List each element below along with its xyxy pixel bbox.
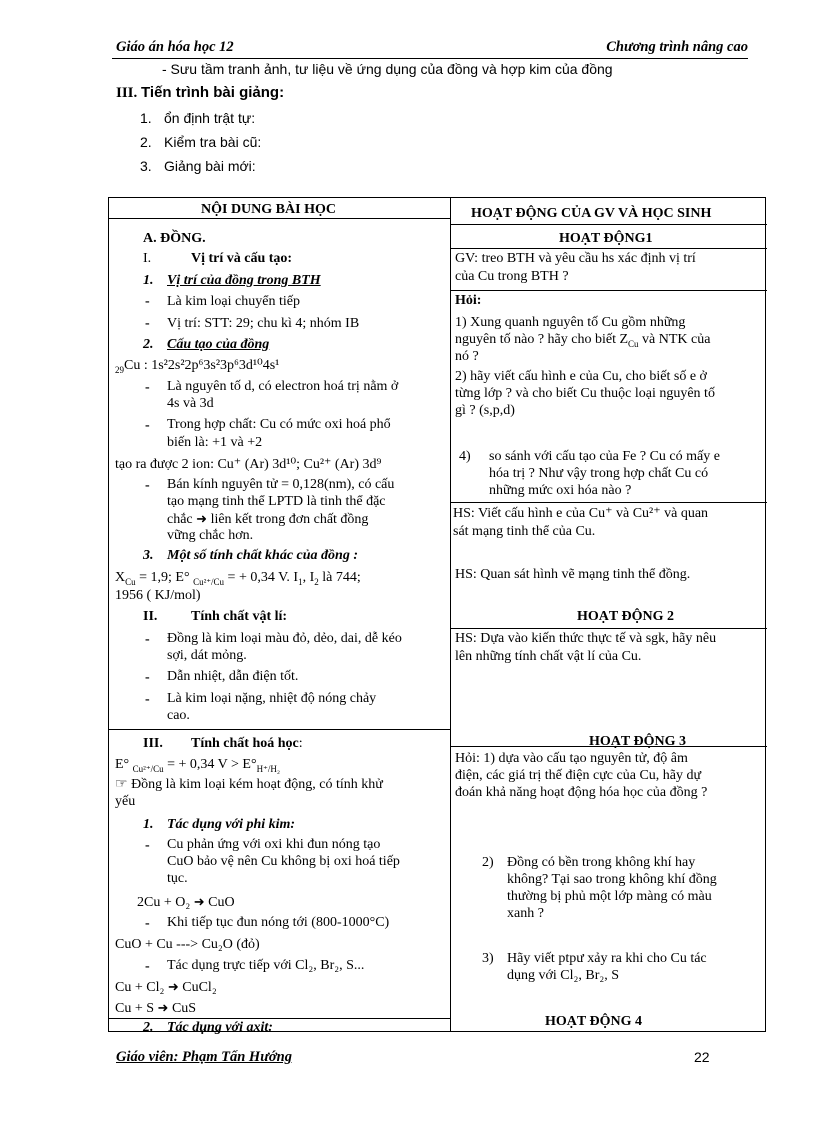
step-item: 3. Giảng bài mới:	[140, 158, 256, 174]
right-header-line	[451, 224, 767, 225]
step-item: 1. ổn định trật tự:	[140, 110, 256, 126]
electron-config: $_{29}$Cu : 1s²2s²2p⁶3s²3p⁶3d¹⁰4s¹	[115, 358, 280, 375]
arrow-icon: ➜	[196, 511, 208, 526]
arrow-icon: ➜	[193, 894, 205, 909]
section-ii-title: Tính chất vật lí:	[191, 609, 288, 624]
p1-title: Vị trí của đồng trong BTH	[167, 273, 321, 288]
intro-line: - Sưu tầm tranh ảnh, tư liệu về ứng dụng của đồng và hợp kim của đồng	[162, 61, 613, 77]
column-divider	[450, 198, 451, 1031]
s1-title: Tác dụng với phi kim:	[167, 817, 296, 832]
potential-line: E° $_{Cu^{2+}/Cu}$ = + 0,34 $V > E^\circ_{H^+/H_2}$	[115, 757, 280, 774]
ions-line: tạo ra được 2 ion: Cu⁺ (Ar) 3d¹⁰; Cu²⁺ (Ar) 3d⁹	[115, 457, 382, 472]
header-left: Giáo án hóa học 12	[116, 39, 234, 55]
activity-1-title: HOẠT ĐỘNG1	[559, 231, 653, 246]
pointer-icon: ☞	[115, 777, 128, 792]
props-line: $X_{Cu} = 1,9$; E° $_{Cu^{2+}/Cu}$ = + 0,34 V. $I_1$, $I_2$ là 744;	[115, 570, 361, 587]
section-3-heading: III. Tiến trình bài giảng:	[116, 84, 285, 101]
section-3-title: Tiến trình bài giảng	[141, 84, 280, 101]
s2-title: Tác dụng với axit:	[167, 1020, 273, 1035]
activity-3-title: HOẠT ĐỘNG 3	[589, 734, 686, 749]
page-number: 22	[694, 1049, 710, 1065]
activity-2-title: HOẠT ĐỘNG 2	[577, 609, 674, 624]
lesson-table: NỘI DUNG BÀI HỌC HOẠT ĐỘNG CỦA GV VÀ HỌC SINH A. ĐỒNG. I. Vị trí và cấu tạo: 1. Vị trí của đồng trong BTH - Là kim loại chuyển tiếp - Vị trí: STT: 29; chu kì 4; nhóm IB 2. Cấu tạo của đồng $_{29}$Cu : 1s²2s²2p⁶3s²3p⁶3d¹⁰4s¹ - Là nguyên tố d, có electron hoá trị nằm ở 4s và 3d - Trong hợp chất: Cu có mức oxi hoá phổ biến là: +1 và +2 tạo ra được 2 ion: Cu⁺ (Ar) 3d¹⁰; Cu²⁺ (Ar) 3d⁹ - Bán kính nguyên tử = 0,128(nm), có cấu tạo mạng tinh thể LPTD là tinh thể đặc chắc ➜ liên kết trong đơn chất đồng vững chắc hơn. 3. Một số tính chất khác của đồng : $X_{Cu} = 1,9$; E° $_{Cu^{2+}/Cu}$ = + 0,34 V. $I_1$, $I_2$ là 744; 1956 ( KJ/mol) II. Tính chất vật lí: - Đồng là kim loại màu đỏ, dẻo, dai, dễ kéo sợi, dát mỏng. - Dẫn nhiệt, dẫn điện tốt. - Là kim loại nặng, nhiệt độ nóng chảy cao. III. Tính chất hoá học: E° $_{Cu^{2+}/Cu}$ = + 0,34 $V > E^\circ_{H^+/H_2}$ ☞ Đồng là kim loại kém hoạt động, có tính khử yếu 1. Tác dụng với phi kim: - Cu phản ứng với oxi khi đun nóng tạo CuO bảo vệ nên Cu không bị oxi hoá tiếp tục. 2Cu + O₂ ➜ CuO - Khi tiếp tục đun nóng tới (800-1000°C) CuO + Cu ---> Cu₂O (đỏ) - Tác dụng trực tiếp với Cl₂, Br₂, S... Cu + Cl₂ ➜ CuCl₂ Cu + S ➜ CuS 2. Tác dụng với axit: HOẠT ĐỘNG1 GV: treo BTH và yêu cầu hs xác định vị trí của Cu trong BTH ? Hỏi: 1) Xung quanh nguyên tố Cu gồm những nguyên tố nào ? hãy cho biết $Z_{Cu}$ và NTK của nó ? 2) hãy viết cấu hình e của Cu, cho biết số e ở từng lớp ? và cho biết Cu thuộc loại nguyên tố gì ? (s,p,d) 4) so sánh với cấu tạo của Fe ? Cu có mấy e hóa trị ? Như vậy trong hợp chất Cu có những mức oxi hóa nào ? HS: Viết cấu hình e của Cu⁺ và Cu²⁺ và quan sát mạng tinh thể của Cu. HS: Quan sát hình vẽ mạng tinh thể đồng. HOẠT ĐỘNG 2 HS: Dựa vào kiến thức thực tế và sgk, hãy nêu lên những tính chất vật lí của Cu. HOẠT ĐỘNG 3 Hỏi: 1) dựa vào cấu tạo nguyên tử, độ âm điện, các giá trị thế điện cực của Cu, hãy dự đoán khả năng hoạt động hóa học của đồng ? 2) Đồng có bền trong không khí hay không? Tại sao trong không khí đồng thường bị phủ một lớp màng có màu xanh ? 3) Hãy viết ptpư xảy ra khi cho Cu tác dụng với Cl₂, Br₂, S HOẠT ĐỘNG 4	[108, 197, 766, 1032]
page-header	[112, 38, 748, 59]
left-header-line	[109, 218, 450, 219]
header-right: Chương trình nâng cao	[606, 39, 748, 55]
equation-2: CuO + Cu ---> Cu₂O (đỏ)	[115, 937, 260, 952]
section-a-title: A. ĐỒNG.	[143, 231, 206, 246]
section-i-title: Vị trí và cấu tạo:	[191, 251, 293, 266]
col-header-activities: HOẠT ĐỘNG CỦA GV VÀ HỌC SINH	[471, 206, 712, 221]
col-header-content: NỘI DUNG BÀI HỌC	[201, 202, 336, 217]
p2-title: Cấu tạo của đồng	[167, 337, 270, 352]
equation-3: Cu + Cl₂ ➜ CuCl₂	[115, 979, 217, 995]
arrow-icon: ➜	[157, 1000, 169, 1015]
footer-teacher: Giáo viên: Phạm Tấn Hướng	[116, 1049, 292, 1065]
p3-title: Một số tính chất khác của đồng :	[167, 548, 358, 563]
activity-4-title: HOẠT ĐỘNG 4	[545, 1014, 642, 1029]
section-iii-title: Tính chất hoá học:	[191, 736, 303, 751]
equation-4: Cu + S ➜ CuS	[115, 1000, 197, 1016]
arrow-icon: ➜	[167, 979, 179, 994]
step-item: 2. Kiểm tra bài cũ:	[140, 134, 262, 150]
equation-1: 2Cu + O₂ ➜ CuO	[137, 894, 235, 910]
